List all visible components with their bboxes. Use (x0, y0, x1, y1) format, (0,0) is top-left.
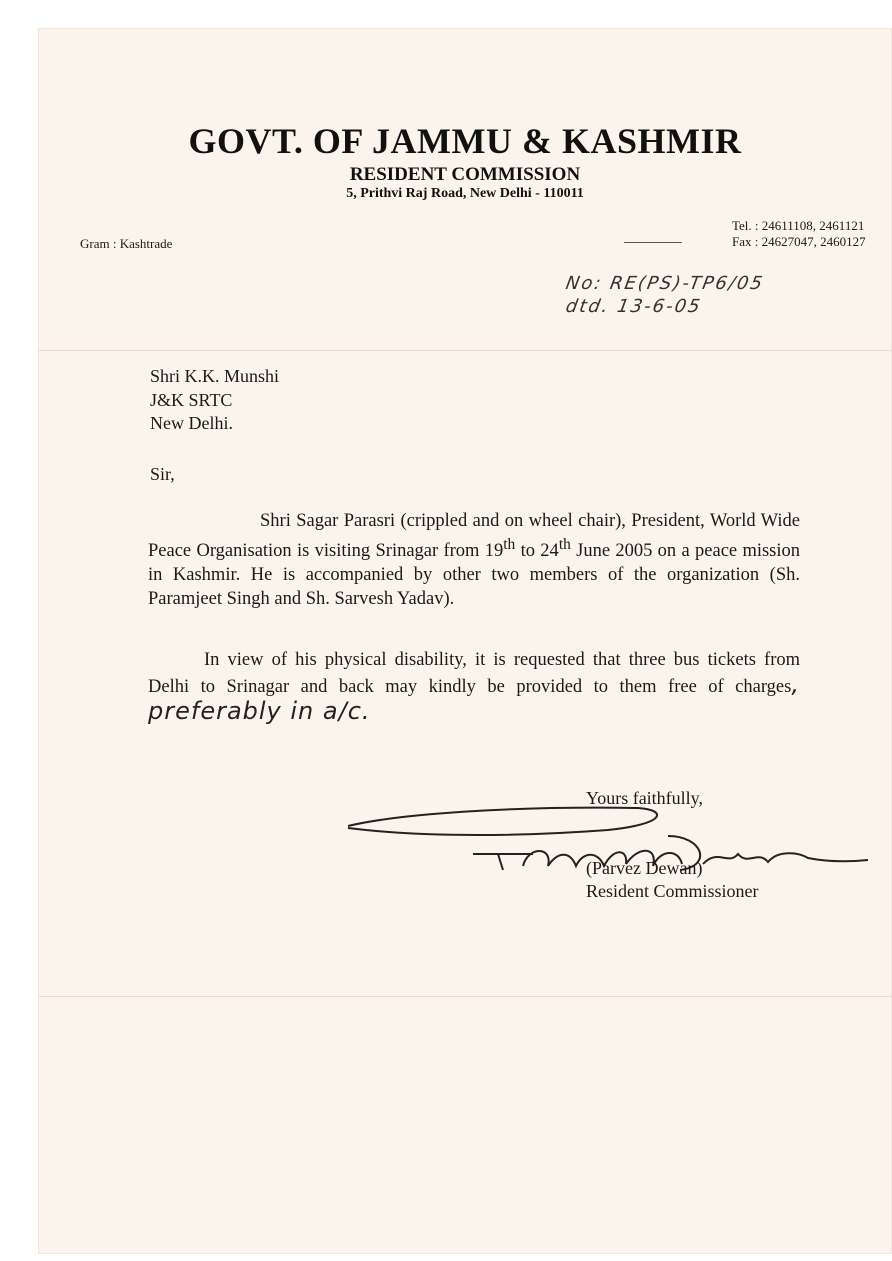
gram-line: Gram : Kashtrade (80, 236, 173, 251)
closing-line: Yours faithfully, (586, 788, 704, 808)
recipient-city: New Delhi. (150, 413, 233, 433)
telephone-line: Tel. : 24611108, 2461121 (732, 218, 865, 233)
signatory-name: (Parvez Dewan) (586, 858, 703, 878)
recipient-name: Shri K.K. Munshi (150, 366, 280, 386)
body-p1-sup-2: th (558, 536, 571, 553)
handwritten-ref-date: dtd. 13-6-05 (564, 296, 704, 317)
paper-fold-line (38, 350, 892, 351)
letterhead-subtitle: RESIDENT COMMISSION (349, 164, 581, 185)
letter-paper (38, 28, 892, 1254)
body-p1-text-c: June 2005 on a peace mission in Kashmir. He is accompanied by other two members of the organization (Sh. Paramjeet Singh and Sh. Sarvesh Yadav). (148, 541, 801, 610)
salutation: Sir, (150, 464, 175, 484)
handwritten-addition: , preferably in a/c. (148, 670, 800, 725)
dash-mark (624, 242, 682, 243)
body-paragraph-2 (148, 648, 800, 726)
letterhead-title: GOVT. OF JAMMU & KASHMIR (188, 121, 742, 161)
body-p1-sup-1: th (503, 536, 516, 553)
body-p1-text-b: to 24 (515, 541, 559, 562)
body-p2-text: In view of his physical disability, it is requested that three bus tickets from Delhi to Srinagar and back may kindly be provided to them free of charges (148, 650, 800, 697)
paper-fold-line (38, 996, 892, 997)
letterhead-address: 5, Prithvi Raj Road, New Delhi - 110011 (346, 186, 584, 201)
body-p1-text-a: Shri Sagar Parasri (crippled and on wheel chair), President, World Wide Peace Organisation is visiting Srinagar from 19 (148, 511, 800, 562)
recipient-organisation: J&K SRTC (150, 390, 233, 410)
handwritten-ref-number: No: RE(PS)-TP6/05 (564, 273, 766, 294)
signatory-designation: Resident Commissioner (586, 881, 759, 901)
fax-line: Fax : 24627047, 2460127 (732, 234, 866, 249)
body-paragraph-1 (148, 509, 800, 611)
